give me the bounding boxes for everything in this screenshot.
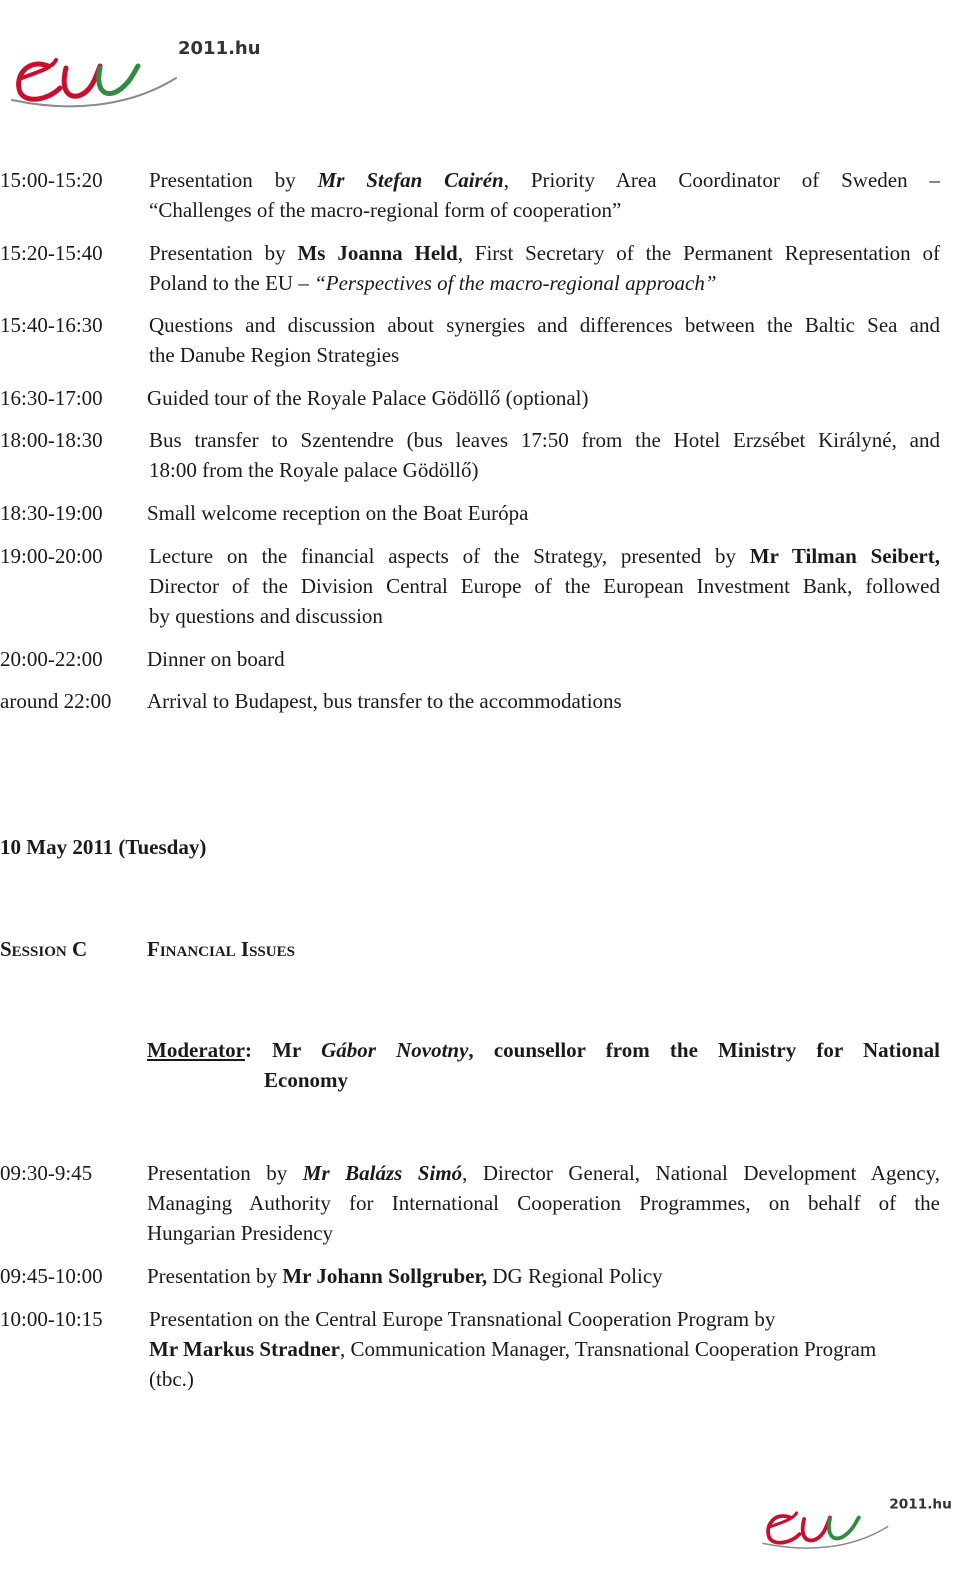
moderator-colon: : [244, 1038, 252, 1062]
agenda-row [0, 1304, 940, 1398]
agenda-description [149, 425, 940, 485]
moderator-name: Gábor Novotny [321, 1038, 469, 1062]
agenda-text: , Communication Manager, Transnational Cooperation Program [339, 1337, 877, 1361]
agenda-text: “Challenges of the macro-regional form of cooperation” [149, 198, 622, 222]
moderator-label: Moderator [147, 1038, 245, 1062]
agenda-text: Presentation by [147, 1161, 303, 1185]
agenda-text: Presentation by [149, 168, 318, 192]
agenda-row [0, 498, 940, 530]
agenda-line: the Danube Region Strategies [149, 343, 400, 367]
moderator-block [147, 1035, 940, 1095]
agenda-line [149, 268, 940, 298]
agenda-text: , First Secretary of the Permanent Representation of [457, 241, 940, 265]
agenda-line: 18:00 from the Royale palace Gödöllő) [149, 458, 479, 482]
moderator-role: , counsellor from the Ministry for National [468, 1038, 940, 1062]
agenda-row [0, 383, 940, 415]
agenda-line [149, 238, 940, 268]
agenda-time: 20:00-22:00 [0, 647, 103, 671]
agenda-line: Presentation on the Central Europe Transnational Cooperation Program by [149, 1307, 776, 1331]
agenda-line: Questions and discussion about synergies and differences between the Baltic Sea and [149, 313, 940, 337]
agenda-description [149, 1304, 940, 1394]
agenda-time: 09:45-10:00 [0, 1264, 103, 1288]
agenda-row [0, 425, 940, 489]
day-heading: 10 May 2011 (Tuesday) [0, 835, 207, 859]
agenda-row [0, 541, 940, 635]
agenda-line [149, 1334, 940, 1364]
agenda-description [149, 310, 940, 370]
speaker-name: Mr Johann Sollgruber, [282, 1264, 488, 1288]
eu2011-logo [8, 28, 261, 108]
agenda-line [149, 541, 940, 571]
agenda-line: by questions and discussion [149, 604, 383, 628]
speaker-name: Ms Joanna Held [297, 241, 458, 265]
agenda-line: Managing Authority for International Cooperation Programmes, on behalf of the [147, 1191, 940, 1215]
speaker-name: Mr Stefan Cairén [317, 168, 504, 192]
agenda-row [0, 1261, 940, 1293]
agenda-line [149, 195, 940, 225]
logo-text: 2011.hu [178, 38, 261, 59]
agenda-text: , Director General, National Development Agency, [462, 1161, 940, 1185]
agenda-time: around 22:00 [0, 689, 112, 713]
moderator-title: Mr [272, 1038, 322, 1062]
speaker-name: Mr Balázs Simó [302, 1161, 463, 1185]
agenda-line [147, 1158, 940, 1188]
presentation-title: “Perspectives of the macro-regional approach” [314, 271, 717, 295]
agenda-line: Director of the Division Central Europe of the European Investment Bank, followed [149, 574, 940, 598]
speaker-name: Mr Markus Stradner [149, 1337, 340, 1361]
agenda-text: , Priority Area Coordinator of Sweden – [503, 168, 940, 192]
agenda-description [149, 165, 940, 225]
agenda-row [0, 1158, 940, 1252]
agenda-description [147, 1158, 940, 1248]
agenda-description: Guided tour of the Royale Palace Gödöllő (optional) [147, 386, 589, 410]
agenda-description [149, 541, 940, 631]
agenda-line [149, 165, 940, 195]
agenda-time: 15:20-15:40 [0, 241, 103, 265]
eu-logo-icon [760, 1488, 950, 1550]
agenda-text: DG Regional Policy [487, 1264, 663, 1288]
agenda-time: 19:00-20:00 [0, 544, 103, 568]
agenda-text: Poland to the EU – [149, 271, 315, 295]
agenda-time: 16:30-17:00 [0, 386, 103, 410]
agenda-time: 10:00-10:15 [0, 1307, 103, 1331]
agenda-description: Dinner on board [147, 647, 285, 671]
agenda-description [147, 1261, 940, 1291]
agenda-description: Arrival to Budapest, bus transfer to the accommodations [147, 689, 622, 713]
logo-text: 2011.hu [889, 1496, 952, 1513]
agenda-row [0, 644, 940, 676]
agenda-time: 15:40-16:30 [0, 313, 103, 337]
agenda-description [149, 238, 940, 298]
speaker-name: Mr Tilman Seibert, [749, 544, 940, 568]
agenda-time: 18:30-19:00 [0, 501, 103, 525]
eu2011-logo-footer [760, 1488, 950, 1550]
agenda-row [0, 238, 940, 302]
agenda-text: Lecture on the financial aspects of the Strategy, presented by [149, 544, 750, 568]
agenda-line: (tbc.) [149, 1367, 194, 1391]
agenda-time: 15:00-15:20 [0, 168, 103, 192]
agenda-text: Presentation by [149, 241, 298, 265]
agenda-time: 09:30-9:45 [0, 1161, 93, 1185]
agenda-line: Bus transfer to Szentendre (bus leaves 17:50 from the Hotel Erzsébet Királyné, and [149, 428, 940, 452]
moderator-line: Economy [264, 1068, 348, 1092]
agenda-row [0, 310, 940, 374]
session-title: Financial Issues [147, 937, 295, 961]
moderator-line [147, 1035, 940, 1065]
agenda-text: Presentation by [147, 1264, 283, 1288]
agenda-time: 18:00-18:30 [0, 428, 103, 452]
session-id: Session C [0, 937, 88, 961]
eu-logo-icon [8, 28, 261, 108]
agenda-row [0, 165, 940, 229]
agenda-row [0, 686, 940, 718]
agenda-description: Small welcome reception on the Boat Európa [147, 501, 529, 525]
agenda-line: Hungarian Presidency [147, 1221, 334, 1245]
